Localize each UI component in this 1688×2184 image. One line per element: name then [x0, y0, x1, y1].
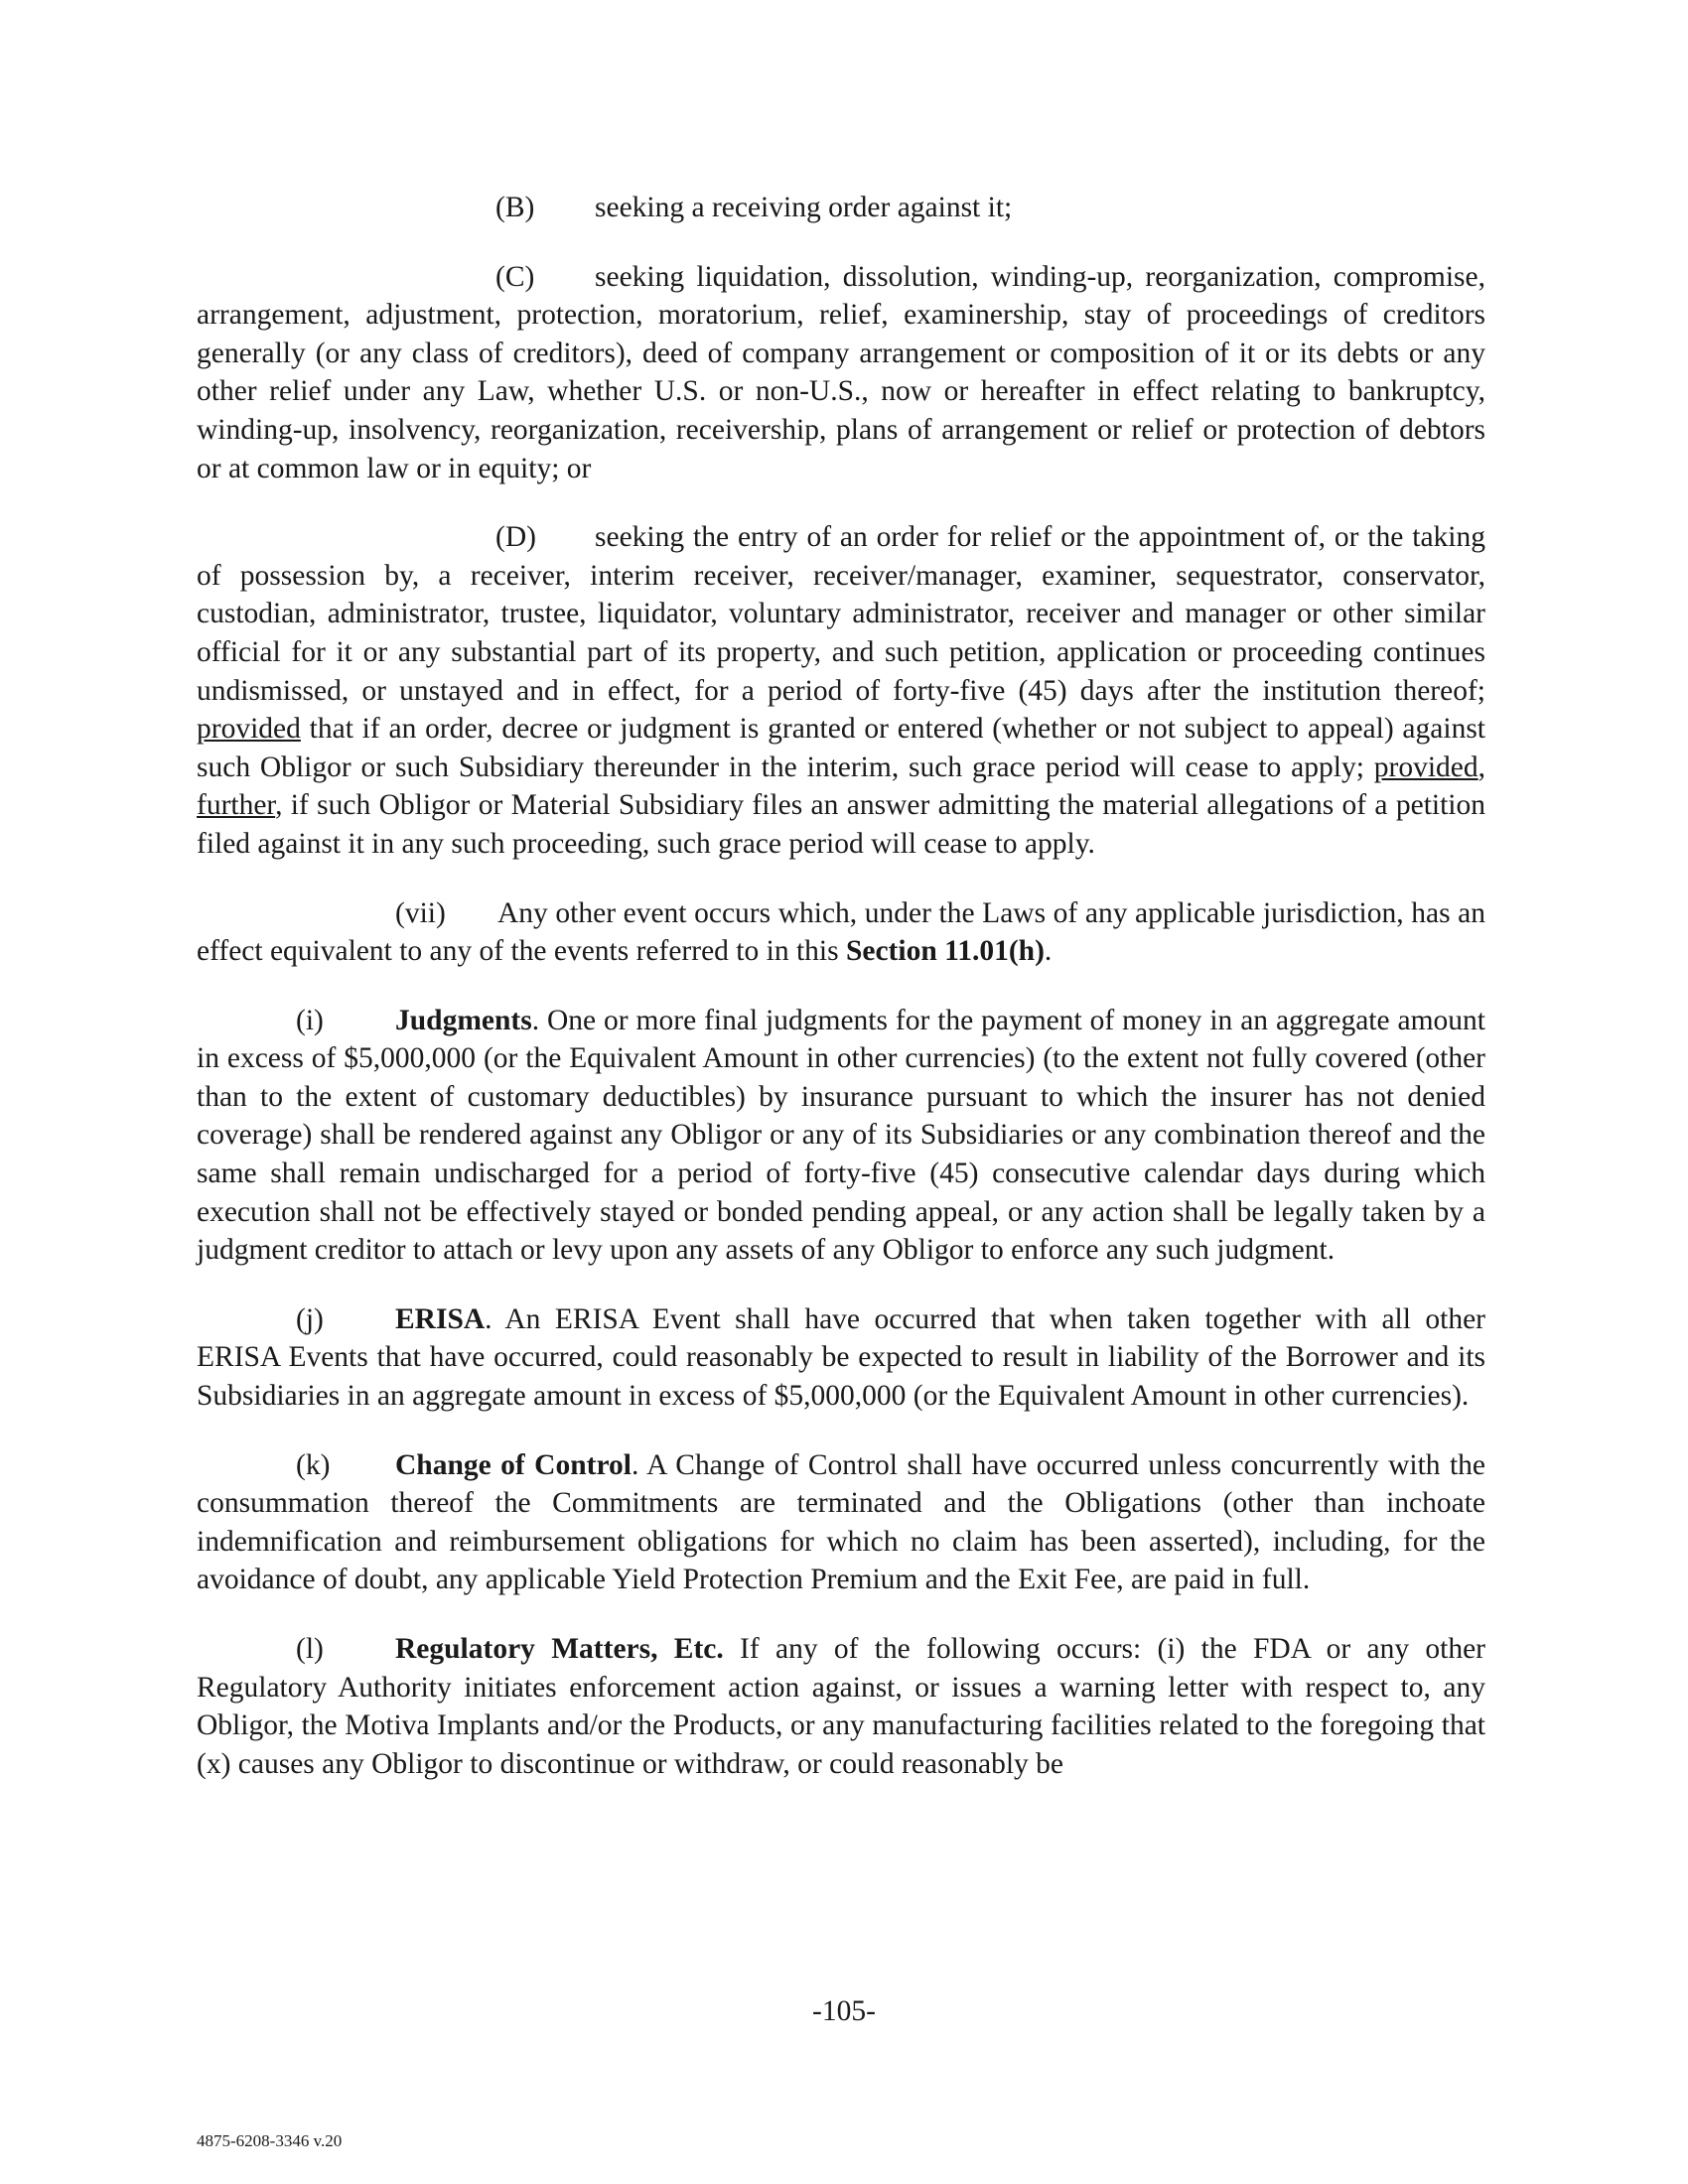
clause-vii — [197, 894, 1485, 971]
clause-text: seeking the entry of an order for relief or the appointment of, or the taking of possession by, a receiver, interim receiver, receiver/manager, examiner, sequestrator, conservator, custodian, administrator, trustee, liquidator, voluntary administrator, receiver and manager or other similar official for it or any substantial part of its property, and such petition, application or proceeding continues undismissed, or unstayed and in effect, for a period of forty-five (45) days after the institution thereof; — [197, 521, 1485, 707]
clause-label: (l) — [296, 1633, 324, 1665]
clause-text: . A Change of Control shall have occurred unless concurrently with the consummation thereof the Commitments are terminated and the Obligations (other than inchoate indemnification and reimbursement obligations for which no claim has been asserted), including, for the avoidance of doubt, any applicable Yield Protection Premium and the Exit Fee, are paid in full. — [197, 1448, 1485, 1596]
clause-heading: Judgments — [395, 1004, 532, 1036]
clause-l-regulatory-matters — [197, 1630, 1485, 1783]
clause-label: (B) — [495, 192, 535, 223]
further-term: further — [197, 789, 276, 822]
clause-label: (C) — [495, 260, 535, 293]
clause-text: Any other event occurs which, under the Laws of any applicable jurisdiction, has an effect equivalent to any of the events referred to in this — [197, 896, 1485, 968]
clause-label: (i) — [296, 1004, 324, 1036]
clause-d — [197, 518, 1485, 863]
provided-term: provided — [1373, 751, 1478, 783]
clause-label: (k) — [296, 1448, 331, 1481]
clause-text: , if such Obligor or Material Subsidiary files an answer admitting the material allegations of a petition filed against it in any such proceeding, such grace period will cease to apply. — [197, 789, 1485, 860]
provided-term: provided — [197, 713, 301, 746]
clause-heading: Regulatory Matters, Etc. — [395, 1633, 724, 1665]
clause-label: (vii) — [395, 896, 446, 929]
document-id: 4875-6208-3346 v.20 — [197, 2131, 343, 2150]
section-reference: Section 11.01(h) — [845, 935, 1045, 968]
clause-label: (j) — [296, 1302, 324, 1335]
clause-k-change-of-control — [197, 1446, 1485, 1599]
clause-text: . An ERISA Event shall have occurred that when taken together with all other ERISA Events that have occurred, could reasonably be expected to result in liability of the Borrower and its Subsidiaries in an aggregate amount in excess of $5,000,000 (or the Equivalent Amount in other currencies). — [197, 1302, 1485, 1413]
clause-text: , — [1477, 751, 1485, 783]
clause-text: . One or more final judgments for the payment of money in an aggregate amount in excess of $5,000,000 (or the Equivalent Amount in other currencies) (to the extent not fully covered (other than to the extent of customary deductibles) by insurance pursuant to which the insurer has not denied coverage) shall be rendered against any Obligor or any of its Subsidiaries or any combination thereof and the same shall remain undischarged for a period of forty-five (45) consecutive calendar days during which execution shall not be effectively stayed or bonded pending appeal, or any action shall be legally taken by a judgment creditor to attach or levy upon any assets of any Obligor to enforce any such judgment. — [197, 1004, 1485, 1267]
document-page — [197, 189, 1485, 1814]
clause-text: . — [1044, 935, 1053, 968]
clause-b — [197, 189, 1485, 227]
clause-text: If any of the following occurs: (i) the FDA or any other Regulatory Authority initiates enforcement action against, or issues a warning letter with respect to, any Obligor, the Motiva Implants and/or the Products, or any manufacturing facilities related to the foregoing that (x) causes any Obligor to discontinue or withdraw, or could reasonably be — [197, 1633, 1485, 1780]
clause-c — [197, 258, 1485, 488]
page-number: -105- — [812, 1995, 876, 2027]
clause-j-erisa — [197, 1300, 1485, 1416]
clause-text: seeking a receiving order against it; — [595, 192, 1013, 223]
clause-heading: ERISA — [395, 1302, 486, 1335]
clause-text: that if an order, decree or judgment is granted or entered (whether or not subject to appeal) against such Obligor or such Subsidiary thereunder in the interim, such grace period will cease to apply; — [197, 713, 1485, 783]
clause-heading: Change of Control — [395, 1448, 632, 1481]
clause-i-judgments — [197, 1002, 1485, 1270]
clause-label: (D) — [495, 521, 536, 554]
clause-text: seeking liquidation, dissolution, winding-up, reorganization, compromise, arrangement, adjustment, protection, moratorium, relief, examinership, stay of proceedings of creditors generally (or any class of creditors), deed of company arrangement or composition of it or its debts or any other relief under any Law, whether U.S. or non-U.S., now or hereafter in effect relating to bankruptcy, winding-up, insolvency, reorganization, receivership, plans of arrangement or relief or protection of debtors or at common law or in equity; or — [197, 260, 1485, 484]
